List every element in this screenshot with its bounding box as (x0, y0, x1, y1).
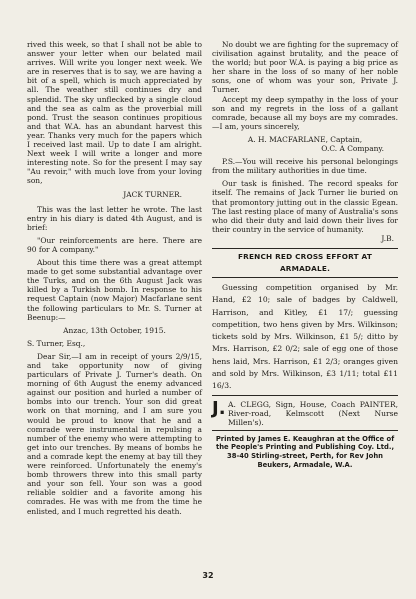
left-column (27, 40, 202, 516)
divider-advert-bottom (212, 430, 398, 431)
sympathy-paragraph: Accept my deep sympathy in the loss of your son and my regrets in the loss of a gallant comrade, because all my boys are my comrades.—I am, yours sincerely, (212, 94, 398, 131)
right-column (212, 40, 398, 469)
red-cross-report: Guessing competition organised by Mr. Hand, £2 10; sale of badges by Caldwell, Harrison, and Kitley, £1 17/; guessing competition, two hens given by Mrs. Wilkinson; tickets sold by Mrs. Wilkinson, £1 5/; ditto by Mrs. Harrison, £2 0/2; sale of egg one of those hens laid, Mrs. Harrison, £1 2/3; oranges given and sold by Mrs. Wilkinson, £3 1/11; total £11 16/3. (212, 282, 398, 391)
advert-dropcap: J. (212, 397, 226, 419)
divider-top (212, 248, 398, 249)
letter-dateline: Anzac, 13th October, 1915. (63, 325, 166, 335)
letter-continuation: No doubt we are fighting for the supremacy of civilisation against brutality, and the peace of the world; but poor W.A. is paying a big price as her share in the loss of so many of her noble sons, one of whom was your son, Private J. Turner. (212, 40, 398, 95)
red-cross-headline-line2: ARMADALE. (279, 263, 331, 273)
postscript: P.S.—You will receive his personal belongings from the military authorities in due time. (212, 157, 398, 176)
signature-macfarlane: A. H. MACFARLANE, Captain, (247, 134, 363, 144)
divider-headline-bottom (212, 277, 398, 278)
clegg-advert (212, 397, 398, 428)
advert-text: A. CLEGG, Sign, House, Coach PAINTER, River-road, Kelmscott (Next Nurse Millen's). (228, 399, 398, 428)
diary-quote: "Our reinforcements are here. There are 90 for A company." (27, 235, 202, 254)
signature-company: O.C. A Company. (321, 144, 384, 154)
signature-jb: J.B. (381, 233, 394, 243)
red-cross-headline-line1: FRENCH RED CROSS EFFORT AT (237, 251, 373, 261)
letter-closing-paragraph: rived this week, so that I shall not be able to answer your letter when our belated mail arrives. Will write you longer next week. We are in reserves that is to say, we are having a bit of a spell, which is much appreciated by all. The weather still continues dry and splendid. The sky unflecked by a single cloud and the sea as calm as the proverbial mill pond. Trust the season continues propitious and that W.A. has an abundant harvest this year. Thanks very much for the papers which I received last mail. Up to date I am alright. Next week I will write a longer and more interesting note. So for the present I may say "Au revoir," with much love from your loving son, (27, 40, 202, 186)
macfarlane-letter-body: Dear Sir,—I am in receipt of yours 2/9/15, and take opportunity now of giving particulars of Private J. Turner's death. On morning of 6th August the enemy advanced against our position and hurled a number of bombs into our trench. Your son did great work on that morning, and I am sure you would be proud to know that he and a comrade were instrumental in repulsing a number of the enemy who were attempting to get into our trenches. By means of bombs he and a comrade kept the enemy at bay till they were reinforced. Unfortunately the enemy's bomb throwers threw into this small party and your son fell. Your son was a good reliable soldier and a favorite among his comrades. He was with me from the time he enlisted, and I much regretted his death. (27, 351, 202, 516)
printer-imprint: Printed by James E. Keaughran at the Office of the People's Printing and Publishing Coy. Ltd., 38-40 Stirling-street, Perth, for Rev John Beukers, Armadale, W.A. (215, 434, 395, 469)
last-letter-note: This was the last letter he wrote. The last entry in his diary is dated 4th August, and is brief: (27, 204, 202, 232)
letter-addressee: S. Turner, Esq., (27, 338, 86, 348)
divider-advert-top (212, 395, 398, 396)
signature-jack-turner: JACK TURNER. (123, 189, 182, 199)
page-number: 32 (202, 571, 214, 580)
closing-paragraph: Our task is finished. The record speaks for itself. The remains of Jack Turner lie buried on that promontory jutting out in the classic Egean. The last resting place of many of Australia's sons who did their duty and laid down their lives for their country in the service of humanity. (212, 179, 398, 234)
battle-account: About this time there was a great attempt made to get some substantial advantage over the Turks, and on the 6th August Jack was killed by a Turkish bomb. In response to his request Captain (now Major) Macfarlane sent the following particulars to Mr. S. Turner at Beenup:— (27, 258, 202, 322)
